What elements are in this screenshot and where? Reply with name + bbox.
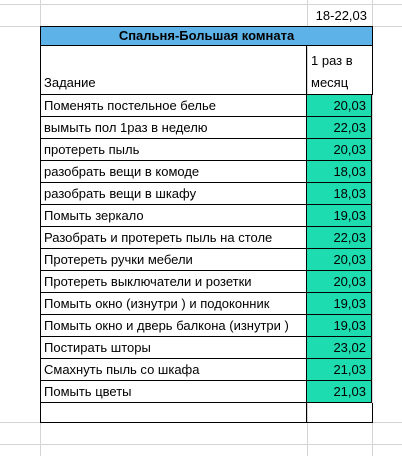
date-cell[interactable]: 20,03	[307, 139, 372, 161]
task-cell[interactable]: Постирать шторы	[40, 337, 307, 359]
task-cell[interactable]: разобрать вещи в шкафу	[40, 183, 307, 205]
task-cell[interactable]: Помыть окно (изнутри ) и подоконник	[40, 293, 307, 315]
table-row	[0, 227, 402, 249]
table-row	[0, 139, 402, 161]
task-cell[interactable]: Помыть зеркало	[40, 205, 307, 227]
date-cell[interactable]: 23,02	[307, 337, 372, 359]
table-row	[0, 315, 402, 337]
task-cell[interactable]: Смахнуть пыль со шкафа	[40, 359, 307, 381]
header-frequency-line1: 1 раз в	[311, 53, 353, 68]
header-task-cell[interactable]	[40, 45, 307, 95]
header-task-label: Задание	[44, 75, 96, 90]
table-row	[0, 117, 402, 139]
date-cell[interactable]: 19,03	[307, 205, 372, 227]
task-cell[interactable]: протереть пыль	[40, 139, 307, 161]
table-row	[0, 271, 402, 293]
table-row	[0, 183, 402, 205]
task-cell[interactable]: Помыть окно и дверь балкона (изнутри )	[40, 315, 307, 337]
task-cell[interactable]: вымыть пол 1раз в неделю	[40, 117, 307, 139]
task-cell[interactable]: Разобрать и протереть пыль на столе	[40, 227, 307, 249]
date-cell[interactable]: 22,03	[307, 227, 372, 249]
task-cell[interactable]: Поменять постельное белье	[40, 95, 307, 117]
date-cell[interactable]: 18,03	[307, 183, 372, 205]
task-cell[interactable]: Помыть цветы	[40, 381, 307, 403]
date-range-text: 18-22,03	[315, 8, 367, 23]
date-cell[interactable]: 22,03	[307, 117, 372, 139]
table-row	[0, 249, 402, 271]
date-cell[interactable]: 20,03	[307, 95, 372, 117]
date-cell[interactable]: 19,03	[307, 315, 372, 337]
table-row	[0, 381, 402, 403]
date-range-cell[interactable]	[307, 5, 372, 27]
date-cell[interactable]: 19,03	[307, 293, 372, 315]
table-row	[0, 337, 402, 359]
table-row	[0, 95, 402, 117]
date-cell[interactable]: 20,03	[307, 271, 372, 293]
table-row	[0, 161, 402, 183]
task-cell[interactable]: Протереть выключатели и розетки	[40, 271, 307, 293]
header-frequency-line2: месяц	[311, 75, 349, 90]
empty-date-cell[interactable]	[307, 403, 373, 423]
room-title-cell[interactable]	[40, 26, 373, 46]
date-cell[interactable]: 18,03	[307, 161, 372, 183]
empty-table-row	[0, 403, 402, 423]
header-frequency-cell[interactable]	[307, 45, 373, 95]
task-cell[interactable]: разобрать вещи в комоде	[40, 161, 307, 183]
date-cell[interactable]: 20,03	[307, 249, 372, 271]
date-cell[interactable]: 21,03	[307, 359, 372, 381]
table-row	[0, 205, 402, 227]
date-cell[interactable]: 21,03	[307, 381, 372, 403]
room-title: Спальня-Большая комната	[118, 28, 295, 43]
task-cell[interactable]: Протереть ручки мебели	[40, 249, 307, 271]
table-row	[0, 359, 402, 381]
table-row	[0, 293, 402, 315]
empty-task-cell[interactable]	[40, 403, 307, 423]
